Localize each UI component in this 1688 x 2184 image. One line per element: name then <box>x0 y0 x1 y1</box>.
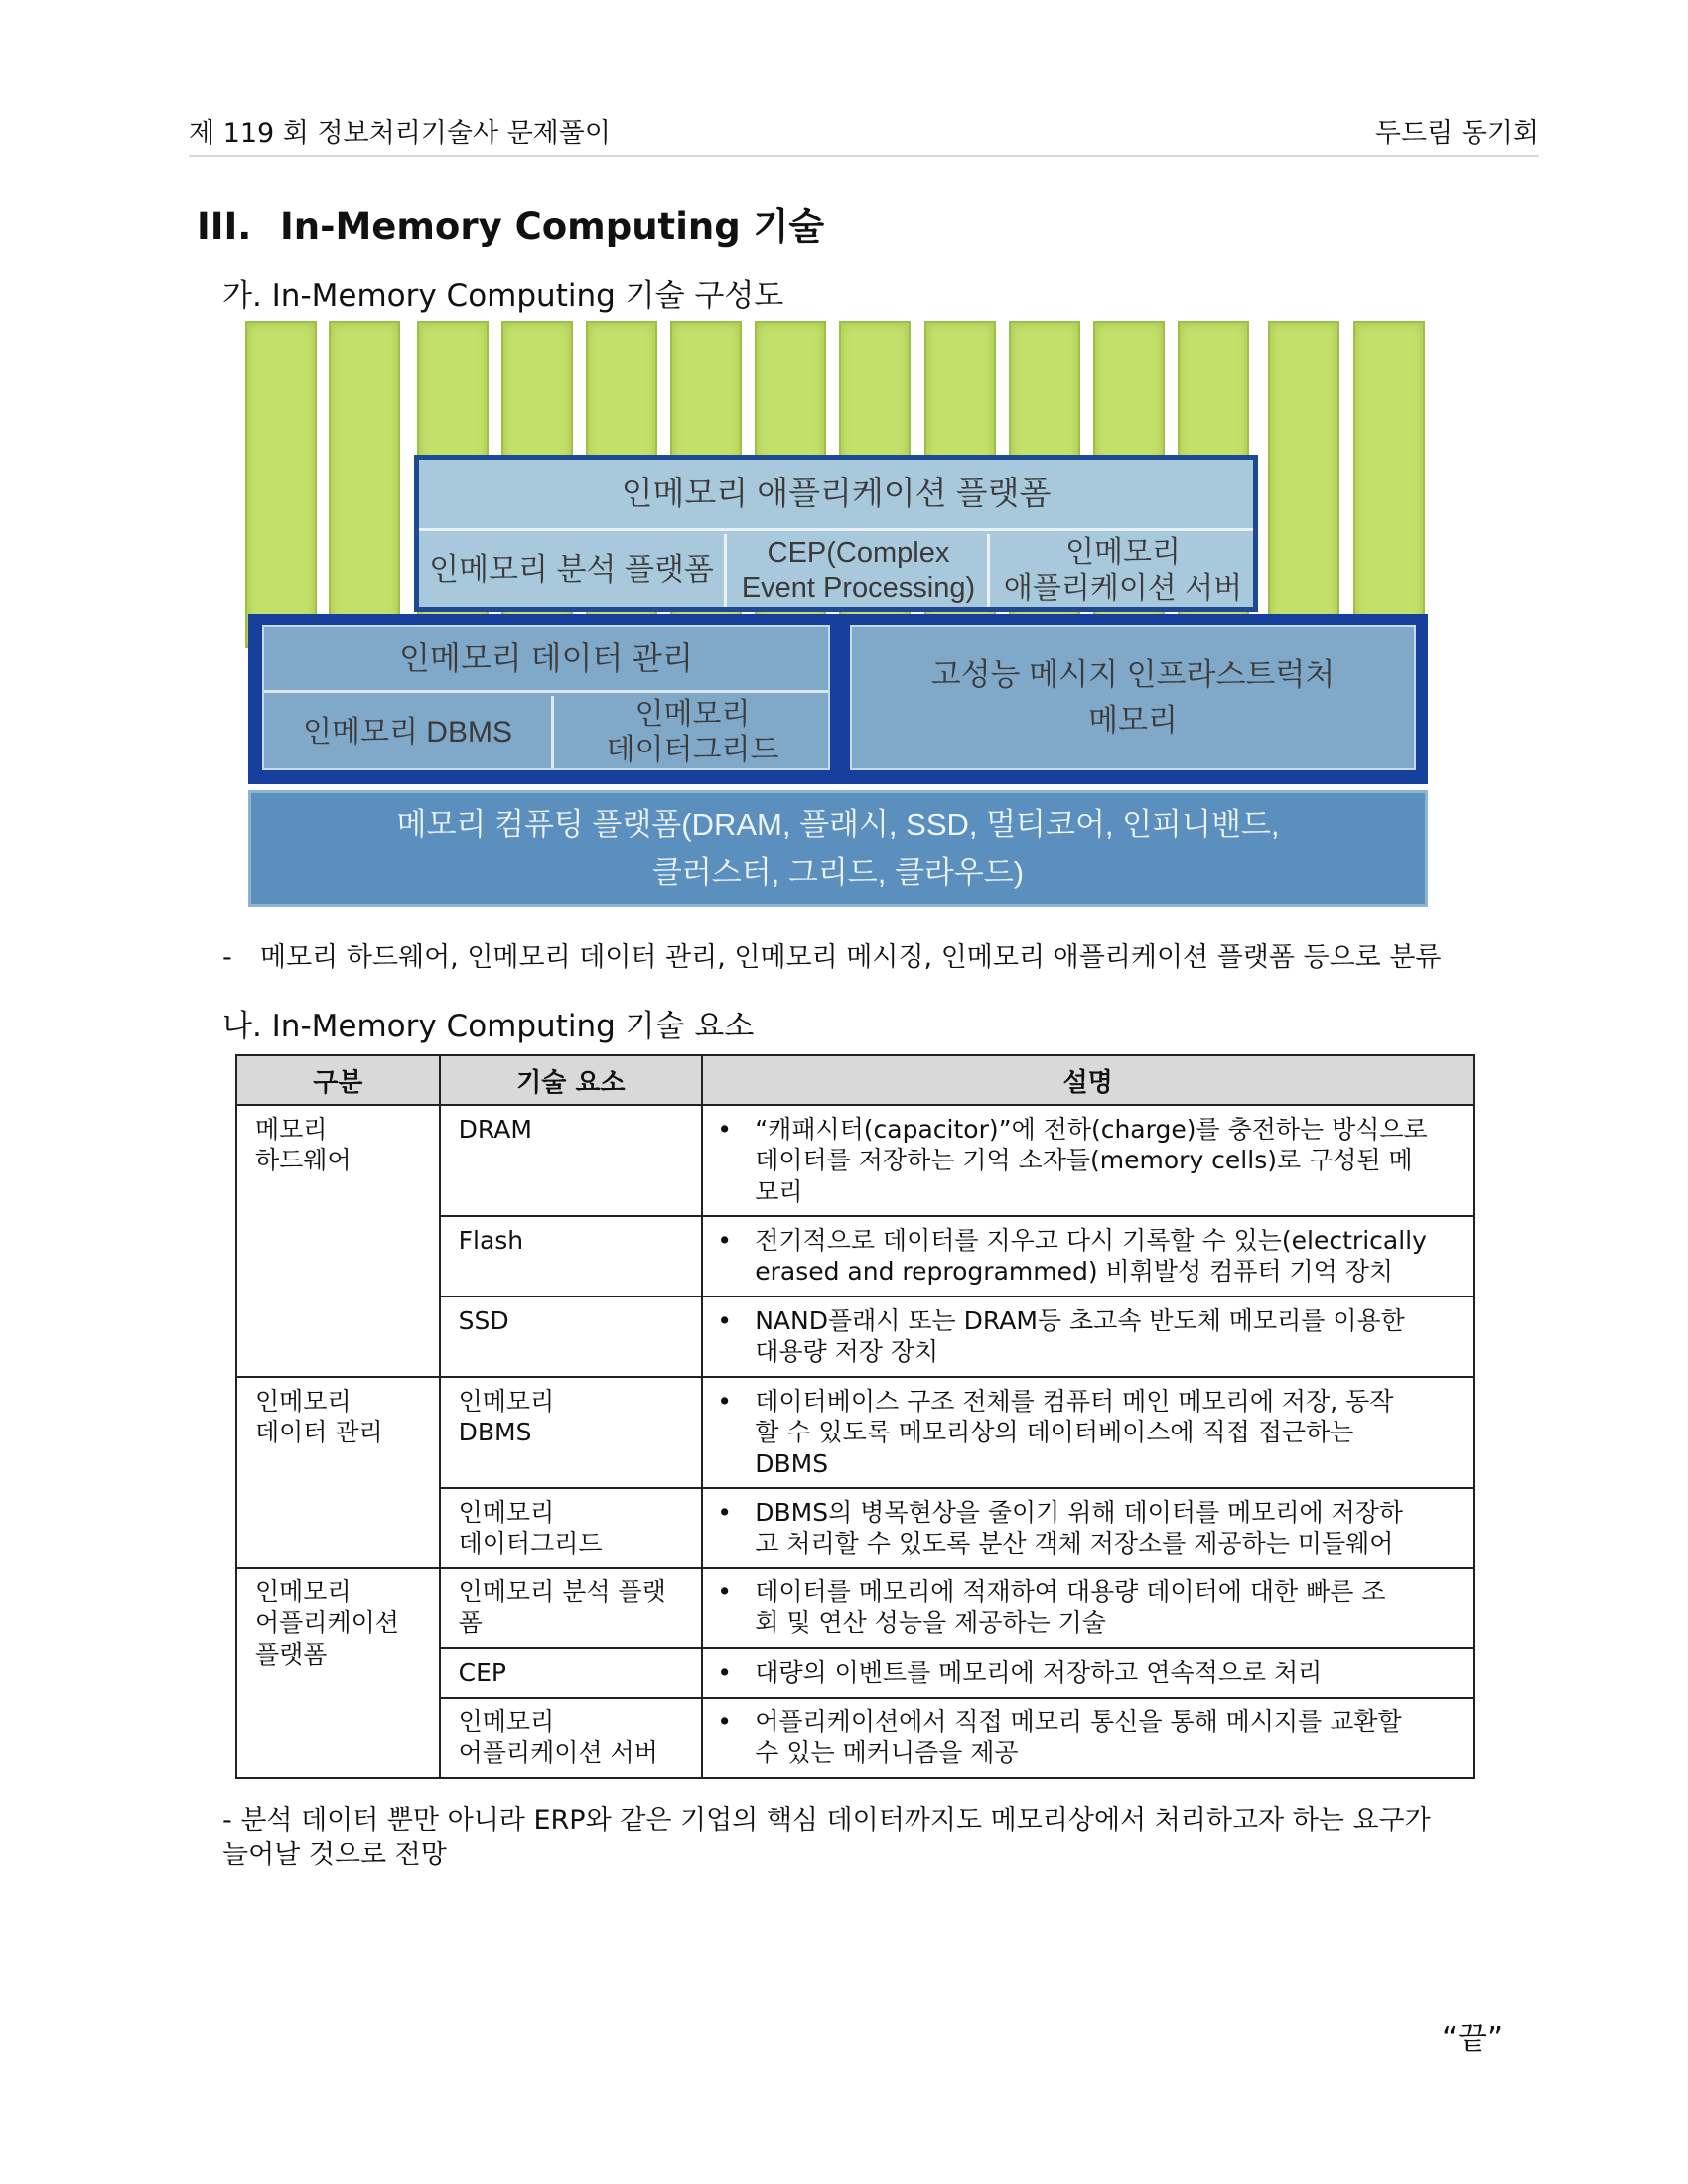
element-line: SSD <box>458 1306 509 1335</box>
element-cell <box>440 1648 703 1698</box>
section-number: III. <box>197 205 252 248</box>
memory-platform-line2: 클러스터, 그리드, 클라우드) <box>651 855 1025 889</box>
bullet-mark: • <box>717 1707 732 1736</box>
app-server-label <box>993 534 1253 607</box>
dbms-label: 인메모리 DBMS <box>264 696 554 768</box>
description-line: 데이터베이스 구조 전체를 컴퓨터 메인 메모리에 저장, 동작 <box>755 1387 1394 1416</box>
description-line: DBMS의 병목현상을 줄이기 위해 데이터를 메모리에 저장하 <box>755 1498 1404 1527</box>
data-messaging-band <box>248 614 1428 784</box>
element-line: DRAM <box>458 1115 532 1144</box>
analysis-platform-label: 인메모리 분석 플랫폼 <box>419 534 727 607</box>
category-line: 메모리 <box>255 1115 328 1144</box>
description-line: NAND플래시 또는 DRAM등 초고속 반도체 메모리를 이용한 <box>755 1306 1405 1335</box>
description-line: 할 수 있도록 메모리상의 데이터베이스에 직접 접근하는 <box>755 1418 1354 1447</box>
element-line: 인메모리 분석 플랫 <box>458 1577 666 1606</box>
data-management-box <box>262 625 830 770</box>
classification-note <box>222 935 1442 974</box>
description-cell <box>702 1648 1474 1698</box>
element-line: DBMS <box>458 1418 532 1447</box>
header-exam-title: 제 119 회 정보처리기술사 문제풀이 <box>189 118 611 149</box>
bullet-mark: • <box>717 1498 732 1527</box>
memory-platform-label <box>251 793 1425 904</box>
cep-label <box>730 534 990 607</box>
description-line: 어플리케이션에서 직접 메모리 통신을 통해 메시지를 교환할 <box>755 1707 1402 1736</box>
description-line: erased and reprogrammed) 비휘발성 컴퓨터 기억 장치 <box>755 1257 1394 1287</box>
bullet-mark: • <box>717 1387 732 1416</box>
app-platform-label: 인메모리 애플리케이션 플랫폼 <box>419 460 1253 531</box>
description-cell <box>702 1105 1474 1216</box>
element-line: 인메모리 <box>458 1498 555 1527</box>
description-line: “캐패시터(capacitor)”에 전하(charge)를 충전하는 방식으로 <box>755 1115 1428 1144</box>
description-cell <box>702 1698 1474 1778</box>
category-line: 하드웨어 <box>255 1146 352 1175</box>
description-line: 전기적으로 데이터를 지우고 다시 기록할 수 있는(electrically <box>755 1226 1427 1255</box>
element-line: CEP <box>458 1658 506 1687</box>
messaging-box <box>850 625 1416 770</box>
table-header-row <box>236 1055 1474 1105</box>
description-line: DBMS <box>755 1448 829 1478</box>
cep-label-line2: Event Processing) <box>741 571 976 604</box>
end-mark: “끝” <box>1442 2021 1504 2057</box>
category-cell <box>236 1105 440 1377</box>
bullet-mark: • <box>717 1306 732 1335</box>
bullet-mark: • <box>717 1226 732 1255</box>
category-cell <box>236 1377 440 1568</box>
app-platform-box <box>414 455 1258 612</box>
category-line: 인메모리 <box>255 1387 352 1416</box>
note-dash: - <box>222 942 232 973</box>
description-cell <box>702 1488 1474 1568</box>
table-row <box>236 1105 1474 1216</box>
app-server-label-line2: 애플리케이션 서버 <box>1003 571 1243 605</box>
element-line: 인메모리 <box>458 1387 555 1416</box>
description-cell <box>702 1377 1474 1488</box>
description-line: 데이터를 저장하는 기억 소자들(memory cells)로 구성된 메 <box>755 1146 1413 1175</box>
diagram-pillar <box>1268 321 1339 648</box>
note-text: 메모리 하드웨어, 인메모리 데이터 관리, 인메모리 메시징, 인메모리 애플리케이션 플랫폼 등으로 분류 <box>260 942 1442 973</box>
description-cell <box>702 1297 1474 1377</box>
cep-label-line1: CEP(Complex <box>767 537 950 570</box>
architecture-diagram <box>243 316 1433 911</box>
data-management-label: 인메모리 데이터 관리 <box>264 627 828 693</box>
element-line: 폼 <box>458 1608 483 1638</box>
category-line: 플랫폼 <box>255 1639 328 1669</box>
datagrid-label-line1: 인메모리 <box>634 698 751 732</box>
description-line: 수 있는 메커니즘을 제공 <box>755 1738 1019 1768</box>
messaging-label-line1: 고성능 메시지 인프라스트럭처 <box>930 656 1336 692</box>
element-line: 인메모리 <box>458 1707 555 1736</box>
element-cell <box>440 1377 703 1488</box>
bullet-mark: • <box>717 1658 732 1687</box>
column-header-category: 구분 <box>236 1055 440 1105</box>
page-header <box>189 111 1539 157</box>
category-line: 데이터 관리 <box>255 1418 383 1447</box>
outlook-note <box>222 1803 1454 1872</box>
column-header-element: 기술 요소 <box>440 1055 703 1105</box>
category-line: 인메모리 <box>255 1577 352 1606</box>
memory-platform-line1: 메모리 컴퓨팅 플랫폼(DRAM, 플래시, SSD, 멀티코어, 인피니밴드, <box>396 806 1280 842</box>
subsection-architecture-title: 가. In-Memory Computing 기술 구성도 <box>222 278 784 314</box>
messaging-label-line2: 메모리 <box>1088 703 1178 738</box>
element-cell <box>440 1105 703 1216</box>
description-line: 대용량 저장 장치 <box>755 1337 939 1367</box>
category-cell <box>236 1568 440 1778</box>
outlook-note-line2: 늘어날 것으로 전망 <box>222 1840 447 1871</box>
diagram-pillar <box>1353 321 1425 648</box>
datagrid-label-line2: 데이터그리드 <box>606 733 779 766</box>
description-line: 데이터를 메모리에 적재하여 대용량 데이터에 대한 빠른 조 <box>755 1577 1386 1606</box>
element-line: 어플리케이션 서버 <box>458 1738 658 1768</box>
section-heading: In-Memory Computing 기술 <box>280 205 825 248</box>
description-cell <box>702 1216 1474 1297</box>
description-line: 회 및 연산 성능을 제공하는 기술 <box>755 1608 1106 1638</box>
description-line: 대량의 이벤트를 메모리에 저장하고 연속적으로 처리 <box>755 1658 1323 1687</box>
memory-platform-box <box>248 790 1428 907</box>
element-cell <box>440 1568 703 1648</box>
element-line: 데이터그리드 <box>458 1529 603 1559</box>
description-line: 고 처리할 수 있도록 분산 객체 저장소를 제공하는 미들웨어 <box>755 1529 1394 1559</box>
outlook-note-line1: - 분석 데이터 뿐만 아니라 ERP와 같은 기업의 핵심 데이터까지도 메모리상에서 처리하고자 하는 요구가 <box>222 1805 1431 1836</box>
header-group-name: 두드림 동기회 <box>1374 118 1539 149</box>
category-line: 어플리케이션 <box>255 1608 399 1638</box>
column-header-description: 설명 <box>702 1055 1474 1105</box>
element-cell <box>440 1216 703 1297</box>
diagram-pillar <box>329 321 400 648</box>
table-row <box>236 1377 1474 1488</box>
description-line: 모리 <box>755 1176 803 1206</box>
datagrid-label <box>557 696 828 768</box>
messaging-label <box>852 627 1414 768</box>
tech-elements-table <box>235 1054 1475 1779</box>
element-cell <box>440 1297 703 1377</box>
section-title <box>197 197 824 250</box>
bullet-mark: • <box>717 1577 732 1606</box>
description-cell <box>702 1568 1474 1648</box>
subsection-elements-title: 나. In-Memory Computing 기술 요소 <box>222 1009 755 1044</box>
bullet-mark: • <box>717 1115 732 1144</box>
element-cell <box>440 1698 703 1778</box>
element-line: Flash <box>458 1226 524 1255</box>
element-cell <box>440 1488 703 1568</box>
table-row <box>236 1568 1474 1648</box>
app-server-label-line1: 인메모리 <box>1065 536 1181 570</box>
diagram-pillar <box>245 321 317 648</box>
